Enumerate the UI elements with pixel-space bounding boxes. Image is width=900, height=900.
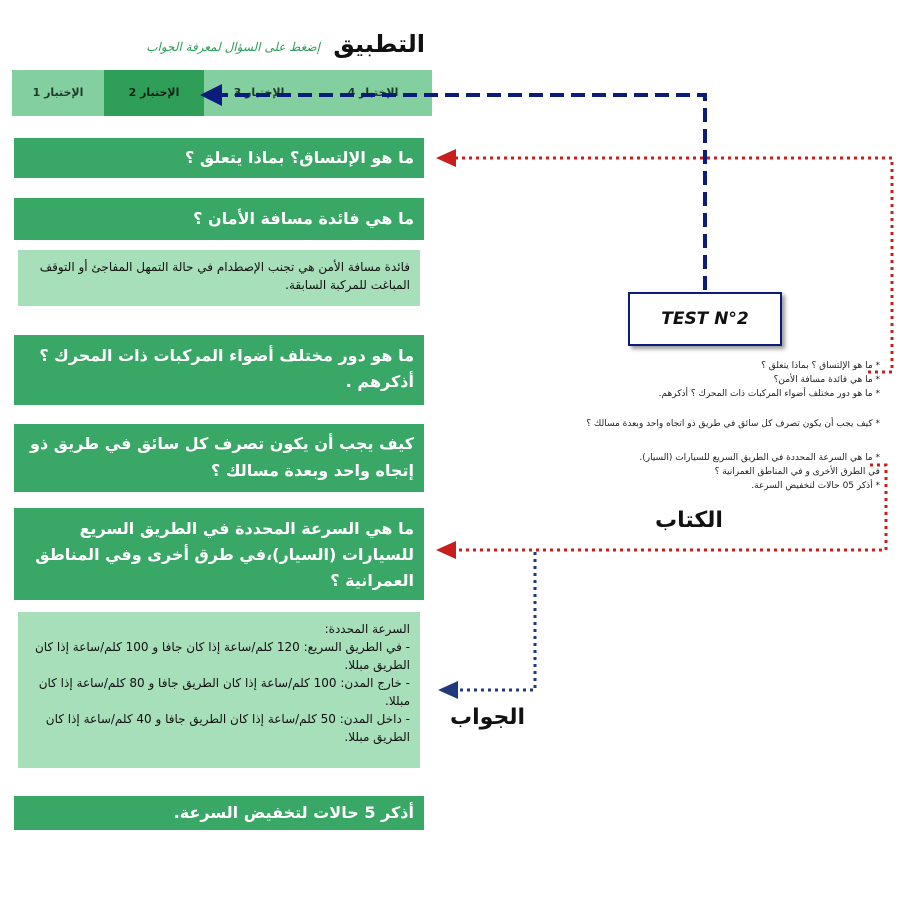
hint-text: إضغط على السؤال لمعرفة الجواب: [146, 40, 320, 54]
test-label-box: TEST N°2: [628, 292, 782, 346]
question-item[interactable]: كيف يجب أن يكون تصرف كل سائق في طريق ذو إتجاه واحد وبعدة مسالك ؟: [14, 424, 424, 492]
navy-arrow-head-answer: [438, 681, 458, 699]
question-item[interactable]: ما هي فائدة مسافة الأمان ؟: [14, 198, 424, 240]
blue-arrow-test: [215, 95, 705, 290]
book-line: * كيف يجب أن يكون تصرف كل سائق في طريق ذو اتجاه واحد وبعدة مسالك ؟: [586, 419, 880, 429]
answer-line: - داخل المدن: 50 كلم/ساعة إذا كان الطريق جافا و 40 كلم/ساعة إذا كان الطريق مبللا.: [45, 712, 410, 744]
answer-line: - خارج المدن: 100 كلم/ساعة إذا كان الطريق جافا و 80 كلم/ساعة إذا كان مبللا.: [38, 676, 410, 708]
book-line: * أذكر 05 حالات لتخفيض السرعة.: [751, 481, 880, 491]
answer-label: الجواب: [450, 705, 526, 730]
tab-test-3[interactable]: الإختبار 3: [233, 86, 285, 99]
tab-test-4[interactable]: الإختبار 4: [347, 86, 399, 99]
answer-safety-distance: فائدة مسافة الأمن هي تجنب الإصطدام في حالة التمهل المفاجئ أو التوقف المباغت للمركبة السابقة.: [18, 250, 420, 306]
question-item[interactable]: ما هو الإلتساق؟ بماذا يتعلق ؟: [14, 138, 424, 178]
book-line: في الطرق الأخرى و في المناطق العمرانية ؟: [714, 467, 880, 477]
book-line: * ما هو دور مختلف أضواء المركبات ذات المحرك ؟ أذكرهم.: [658, 389, 880, 399]
question-item[interactable]: أذكر 5 حالات لتخفيض السرعة.: [14, 796, 424, 830]
book-line: * ما هو الإلتساق ؟ بماذا يتعلق ؟: [761, 361, 880, 371]
red-arrow-head-q1: [436, 149, 456, 167]
book-line: * ما هي السرعة المحددة في الطريق السريع للسيارات (السيار).: [639, 453, 880, 463]
question-item[interactable]: ما هو دور مختلف أضواء المركبات ذات المحرك ؟ أذكرهم .: [14, 335, 424, 405]
tab-test-1[interactable]: الإختبار 1: [32, 86, 84, 99]
blue-arrow-head: [200, 84, 222, 106]
app-title: التطبيق: [333, 30, 425, 58]
question-item[interactable]: ما هي السرعة المحددة في الطريق السريع للسيارات (السيار)،في طرق أخرى وفي المناطق العمرانية ؟: [14, 508, 424, 600]
red-arrow-head-q5: [436, 541, 456, 559]
answer-title: السرعة المحددة:: [324, 622, 410, 636]
navy-arrow-answer: [455, 552, 535, 690]
tab-test-2[interactable]: الإختبار 2: [104, 70, 204, 116]
answer-line: - في الطريق السريع: 120 كلم/ساعة إذا كان جافا و 100 كلم/ساعة إذا كان الطريق مبللا.: [34, 640, 410, 672]
book-line: * ما هي فائدة مسافة الأمن؟: [773, 375, 880, 385]
book-label: الكتاب: [655, 508, 723, 533]
